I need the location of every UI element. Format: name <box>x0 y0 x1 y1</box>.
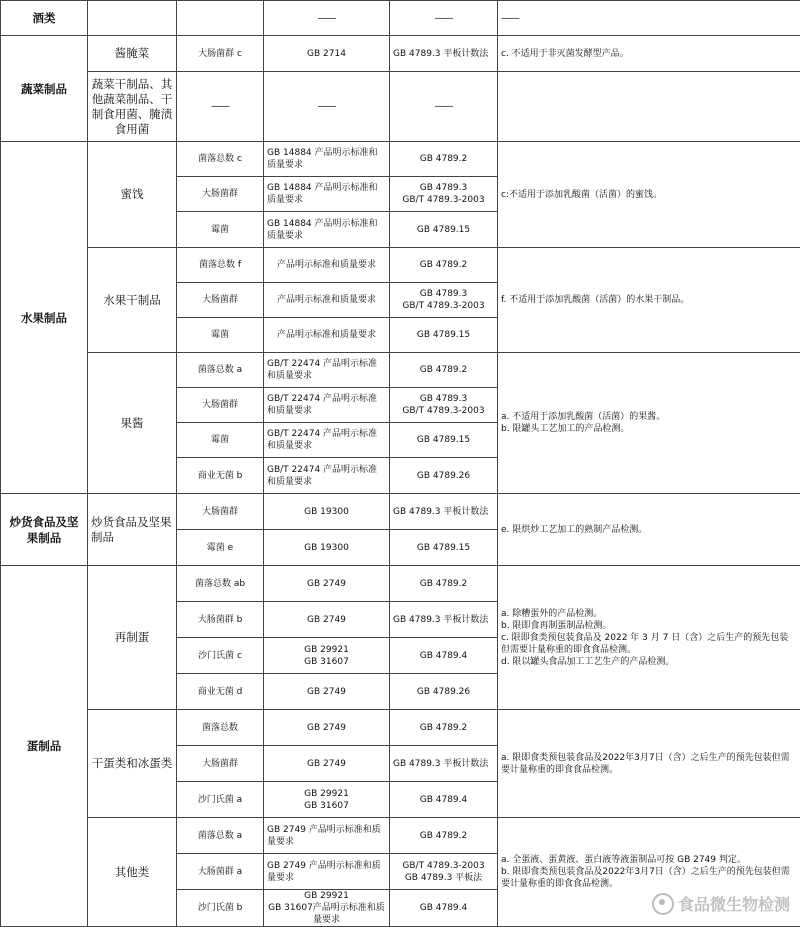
method-cell: —— <box>390 1 498 36</box>
standard-cell: GB/T 22474 产品明示标准和质量要求 <box>264 423 390 458</box>
table-row <box>1 142 800 177</box>
category-cell: 蛋制品 <box>1 566 88 927</box>
standard-cell: GB 2749 产品明示标准和质量要求 <box>264 818 390 854</box>
standard-cell: 产品明示标准和质量要求 <box>264 283 390 318</box>
method-cell: GB 4789.3 GB/T 4789.3-2003 <box>390 388 498 423</box>
standard-cell: GB 2749 <box>264 746 390 782</box>
microbe-cell: 大肠菌群 c <box>177 36 264 72</box>
category-cell: 水果制品 <box>1 142 88 494</box>
note-cell: a. 不适用于添加乳酸菌（活菌）的果酱。 b. 限罐头工艺加工的产品检测。 <box>498 353 800 494</box>
standard-cell: GB 14884 产品明示标准和质量要求 <box>264 212 390 248</box>
microbe-cell: 菌落总数 <box>177 710 264 746</box>
note-cell <box>498 72 800 142</box>
microbe-cell: 菌落总数 f <box>177 248 264 283</box>
note-cell: a. 除糟蛋外的产品检测。 b. 限即食再制蛋制品检测。 c. 限即食类预包装食品及 2022 年 3 月 7 日（含）之后生产的预先包装但需要计量称重的即食食品检测。 d. 限以罐头食品加工工艺生产的产品检测。 <box>498 566 800 710</box>
table-row <box>1 36 800 72</box>
method-cell: GB 4789.2 <box>390 142 498 177</box>
table-row <box>1 494 800 530</box>
table-row <box>1 353 800 388</box>
subcategory-cell: 炒货食品及坚果制品 <box>88 494 177 566</box>
microbe-cell: 大肠菌群 <box>177 746 264 782</box>
standard-cell: —— <box>264 1 390 36</box>
standard-cell: GB 2749 产品明示标准和质量要求 <box>264 854 390 890</box>
method-cell: GB 4789.4 <box>390 782 498 818</box>
microbe-cell: —— <box>177 72 264 142</box>
method-cell: GB 4789.4 <box>390 890 498 927</box>
microbe-cell: 沙门氏菌 c <box>177 638 264 674</box>
microbe-cell: 商业无菌 d <box>177 674 264 710</box>
standard-cell: GB 2749 <box>264 602 390 638</box>
method-cell: GB 4789.3 平板计数法 <box>390 494 498 530</box>
table-row <box>1 72 800 142</box>
method-cell: GB 4789.15 <box>390 423 498 458</box>
table-row <box>1 566 800 602</box>
standard-cell: GB/T 22474 产品明示标准和质量要求 <box>264 388 390 423</box>
subcategory-cell: 其他类 <box>88 818 177 927</box>
note-cell: f. 不适用于添加乳酸菌（活菌）的水果干制品。 <box>498 248 800 353</box>
watermark <box>652 892 790 915</box>
microbe-cell: 菌落总数 ab <box>177 566 264 602</box>
method-cell: GB 4789.3 平板计数法 <box>390 602 498 638</box>
microbe-cell: 霉菌 <box>177 318 264 353</box>
standard-cell: GB 14884 产品明示标准和质量要求 <box>264 177 390 212</box>
microbe-cell: 菌落总数 a <box>177 818 264 854</box>
standard-cell: GB 19300 <box>264 530 390 566</box>
standard-cell: GB 2714 <box>264 36 390 72</box>
microbe-cell: 霉菌 <box>177 423 264 458</box>
subcategory-cell: 果酱 <box>88 353 177 494</box>
method-cell: GB/T 4789.3-2003 GB 4789.3 平板法 <box>390 854 498 890</box>
standard-cell: GB 2749 <box>264 566 390 602</box>
microbe-cell: 霉菌 e <box>177 530 264 566</box>
subcategory-cell: 干蛋类和冰蛋类 <box>88 710 177 818</box>
note-cell: c:不适用于添加乳酸菌（活菌）的蜜饯。 <box>498 142 800 248</box>
standard-cell: GB 2749 <box>264 674 390 710</box>
microbe-cell: 沙门氏菌 a <box>177 782 264 818</box>
method-cell: GB 4789.3 平板计数法 <box>390 746 498 782</box>
standard-cell: GB 2749 <box>264 710 390 746</box>
microbe-cell: 大肠菌群 <box>177 283 264 318</box>
note-cell: a. 限即食类预包装食品及2022年3月7日（含）之后生产的预先包装但需要计量称重的即食食品检测。 <box>498 710 800 818</box>
method-cell: GB 4789.2 <box>390 818 498 854</box>
microbe-cell: 大肠菌群 b <box>177 602 264 638</box>
category-cell: 炒货食品及坚果制品 <box>1 494 88 566</box>
microbe-cell: 沙门氏菌 b <box>177 890 264 927</box>
category-cell: 蔬菜制品 <box>1 36 88 142</box>
subcategory-cell: 酱腌菜 <box>88 36 177 72</box>
method-cell: GB 4789.2 <box>390 566 498 602</box>
method-cell: —— <box>390 72 498 142</box>
microbe-cell: 大肠菌群 <box>177 494 264 530</box>
method-cell: GB 4789.26 <box>390 674 498 710</box>
microbe-cell: 霉菌 <box>177 212 264 248</box>
note-cell: a. 全蛋液、蛋黄液、蛋白液等液蛋制品可按 GB 2749 判定。 b. 限即食类预包装食品及2022年3月7日（含）之后生产的预先包装但需要计量称重的即食食品检测。 <box>498 818 800 927</box>
table-row <box>1 248 800 283</box>
method-cell: GB 4789.26 <box>390 458 498 494</box>
method-cell: GB 4789.15 <box>390 318 498 353</box>
method-cell: GB 4789.15 <box>390 212 498 248</box>
subcategory-cell: 再制蛋 <box>88 566 177 710</box>
standard-cell: GB/T 22474 产品明示标准和质量要求 <box>264 353 390 388</box>
subcategory-cell: 水果干制品 <box>88 248 177 353</box>
note-cell: e. 限烘炒工艺加工的熟制产品检测。 <box>498 494 800 566</box>
standard-cell: 产品明示标准和质量要求 <box>264 318 390 353</box>
method-cell: GB 4789.2 <box>390 710 498 746</box>
wechat-logo-icon <box>652 893 674 915</box>
method-cell: GB 4789.3 平板计数法 <box>390 36 498 72</box>
method-cell: GB 4789.2 <box>390 248 498 283</box>
standard-cell: GB 29921 GB 31607 <box>264 782 390 818</box>
standard-cell: —— <box>264 72 390 142</box>
method-cell: GB 4789.3 GB/T 4789.3-2003 <box>390 177 498 212</box>
microbe-cell: 菌落总数 c <box>177 142 264 177</box>
watermark-text: 食品微生物检测 <box>678 892 790 915</box>
table-row <box>1 710 800 746</box>
method-cell: GB 4789.2 <box>390 353 498 388</box>
standard-cell: GB 19300 <box>264 494 390 530</box>
subcategory-cell <box>88 1 177 36</box>
standard-cell: GB 29921 GB 31607产品明示标准和质量要求 <box>264 890 390 927</box>
standard-cell: GB 29921 GB 31607 <box>264 638 390 674</box>
subcategory-cell: 蔬菜干制品、其他蔬菜制品、干制食用菌、腌渍食用菌 <box>88 72 177 142</box>
microbe-cell <box>177 1 264 36</box>
microbe-cell: 大肠菌群 a <box>177 854 264 890</box>
microbe-cell: 大肠菌群 <box>177 388 264 423</box>
subcategory-cell: 蜜饯 <box>88 142 177 248</box>
standard-cell: GB/T 22474 产品明示标准和质量要求 <box>264 458 390 494</box>
standard-cell: GB 14884 产品明示标准和质量要求 <box>264 142 390 177</box>
category-cell: 酒类 <box>1 1 88 36</box>
microbe-cell: 菌落总数 a <box>177 353 264 388</box>
table-row <box>1 818 800 854</box>
method-cell: GB 4789.4 <box>390 638 498 674</box>
microbe-cell: 商业无菌 b <box>177 458 264 494</box>
standard-cell: 产品明示标准和质量要求 <box>264 248 390 283</box>
note-cell: —— <box>498 1 800 36</box>
method-cell: GB 4789.3 GB/T 4789.3-2003 <box>390 283 498 318</box>
method-cell: GB 4789.15 <box>390 530 498 566</box>
note-cell: c. 不适用于非灭菌发酵型产品。 <box>498 36 800 72</box>
table-row <box>1 1 800 36</box>
microbe-cell: 大肠菌群 <box>177 177 264 212</box>
